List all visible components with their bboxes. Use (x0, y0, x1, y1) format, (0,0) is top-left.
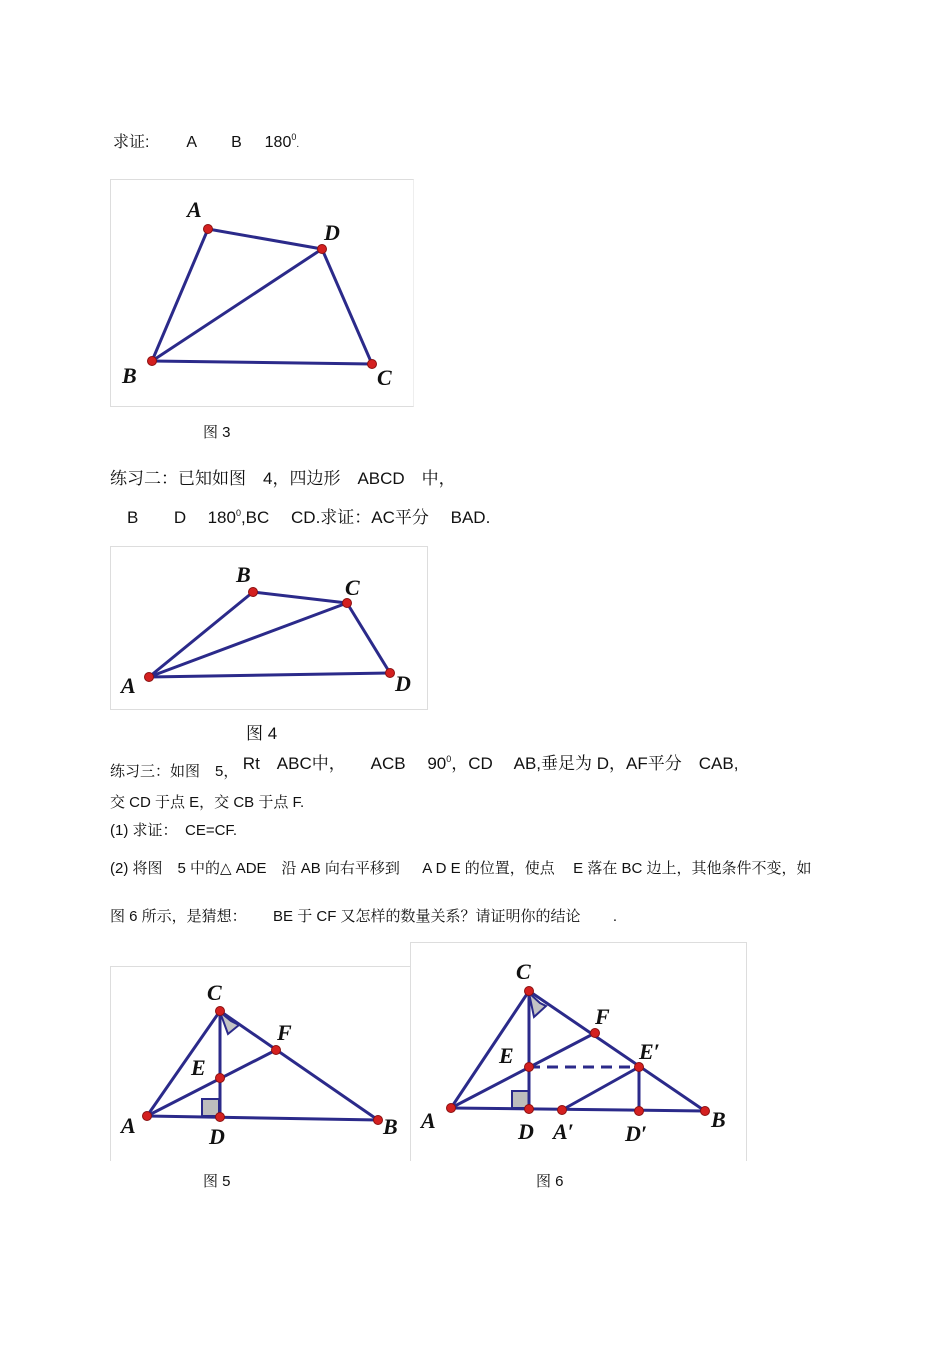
vertex-d (318, 245, 327, 254)
label-e: E (499, 1043, 514, 1068)
label-d: D (395, 671, 411, 696)
right-angle-d (202, 1099, 219, 1116)
label-d: D (324, 220, 340, 245)
q2-part-c: 的位置，使点 (464, 860, 555, 877)
label-b: B (711, 1107, 726, 1132)
exercise-3-line-2: 交 CD 于点 E，交 CB 于点 F. (110, 794, 305, 811)
vertex-c (216, 1007, 225, 1016)
edge-dc (322, 249, 372, 364)
figure-3-caption: 图 3 (203, 424, 231, 441)
q2-point-e: E (573, 860, 584, 877)
figure-4 (110, 546, 428, 710)
label-c: C (377, 365, 392, 390)
q3-be: BE (273, 908, 294, 925)
intro-angle-b: B (231, 134, 242, 151)
vertex-d-prime (635, 1107, 644, 1116)
label-c: C (516, 959, 531, 984)
ex2-rest: ,BC CD.求证：AC平分 BAD. (240, 508, 491, 527)
edge-ab (149, 592, 253, 677)
edge-ad (208, 229, 322, 249)
q3-period: . (612, 908, 618, 925)
label-b: B (383, 1114, 398, 1139)
proof-statement-intro (113, 133, 299, 155)
vertex-a (143, 1112, 152, 1121)
vertex-b (148, 357, 157, 366)
intro-label: 求证: (113, 134, 150, 151)
label-a-prime: A′ (553, 1119, 574, 1144)
label-a: A (421, 1108, 436, 1133)
question-1: (1) 求证： CE=CF. (110, 822, 238, 839)
label-f: F (277, 1020, 292, 1045)
vertex-d (386, 669, 395, 678)
exercise-2-line-1: 练习二：已知如图 4，四边形 ABCD 中， (110, 469, 456, 488)
q2-translated-triangle: A D E (422, 860, 461, 877)
edge-ab (451, 1108, 705, 1111)
ex2-value: 180 (207, 508, 236, 527)
edge-ad (149, 673, 390, 677)
label-a: A (187, 197, 202, 222)
ex3-acb: ACB 90 (370, 754, 447, 773)
intro-angle-a: A (186, 134, 197, 151)
vertex-f (591, 1029, 600, 1038)
vertex-d (216, 1113, 225, 1122)
intro-value: 180 (264, 134, 292, 151)
edge-cd (347, 603, 390, 673)
label-a: A (121, 673, 136, 698)
ex2-angle-b: B (127, 508, 139, 527)
vertex-b (374, 1116, 383, 1125)
ex2-angle-d: D (173, 508, 187, 527)
vertex-b (701, 1107, 710, 1116)
exercise-3-line-1 (110, 754, 738, 778)
label-c: C (207, 980, 222, 1005)
label-d: D (209, 1124, 225, 1149)
intro-period: . (296, 139, 300, 150)
question-3 (110, 907, 617, 927)
vertex-b (249, 588, 258, 597)
figure-6 (410, 942, 747, 1161)
edge-a2e2 (562, 1067, 639, 1110)
ex2-degree: 0 (235, 508, 241, 518)
figure-4-caption: 图 4 (246, 724, 278, 743)
figure-6-caption: 图 6 (536, 1173, 564, 1190)
vertex-a (145, 673, 154, 682)
ex3-rest: ，CD AB,垂足为 D，AF平分 CAB, (451, 754, 739, 773)
intro-degree: 0 (291, 132, 297, 142)
vertex-a (204, 225, 213, 234)
q3-part-a: 图 6 所示，是猜想： (110, 908, 247, 925)
label-a: A (121, 1113, 136, 1138)
edge-bc (152, 361, 372, 364)
label-f: F (595, 1004, 610, 1029)
vertex-a (447, 1104, 456, 1113)
vertex-d (525, 1105, 534, 1114)
edge-cb (529, 991, 705, 1111)
vertex-c (525, 987, 534, 996)
question-2 (110, 859, 812, 879)
edge-bd (152, 249, 322, 361)
q2-part-e: 落在 BC 边上，其他条件不变，如 (587, 860, 812, 877)
label-e-prime: E′ (639, 1039, 660, 1064)
label-b: B (122, 363, 137, 388)
label-b: B (236, 562, 251, 587)
vertex-c (368, 360, 377, 369)
ex3-rt: Rt ABC中， (242, 754, 346, 773)
figure-5-caption: 图 5 (203, 1173, 231, 1190)
q3-part-c: 于 CF 又怎样的数量关系？请证明你的结论 (297, 908, 581, 925)
label-d: D (518, 1119, 534, 1144)
exercise-2-line-2 (127, 508, 490, 530)
vertex-a-prime (558, 1106, 567, 1115)
q2-part-a: (2) 将图 5 中的△ ADE 沿 AB 向右平移到 (110, 860, 400, 877)
ex3-prefix: 练习三：如图 5， (110, 763, 239, 780)
vertex-f (272, 1046, 281, 1055)
ex3-degree: 0 (446, 754, 452, 764)
figure-3 (110, 179, 414, 407)
label-e: E (191, 1055, 206, 1080)
vertex-e (525, 1063, 534, 1072)
figure-5 (110, 966, 411, 1161)
edge-bc (253, 592, 347, 603)
edge-ab (147, 1116, 378, 1120)
label-c: C (345, 575, 360, 600)
label-d-prime: D′ (625, 1121, 648, 1146)
edge-ac (149, 603, 347, 677)
vertex-e (216, 1074, 225, 1083)
